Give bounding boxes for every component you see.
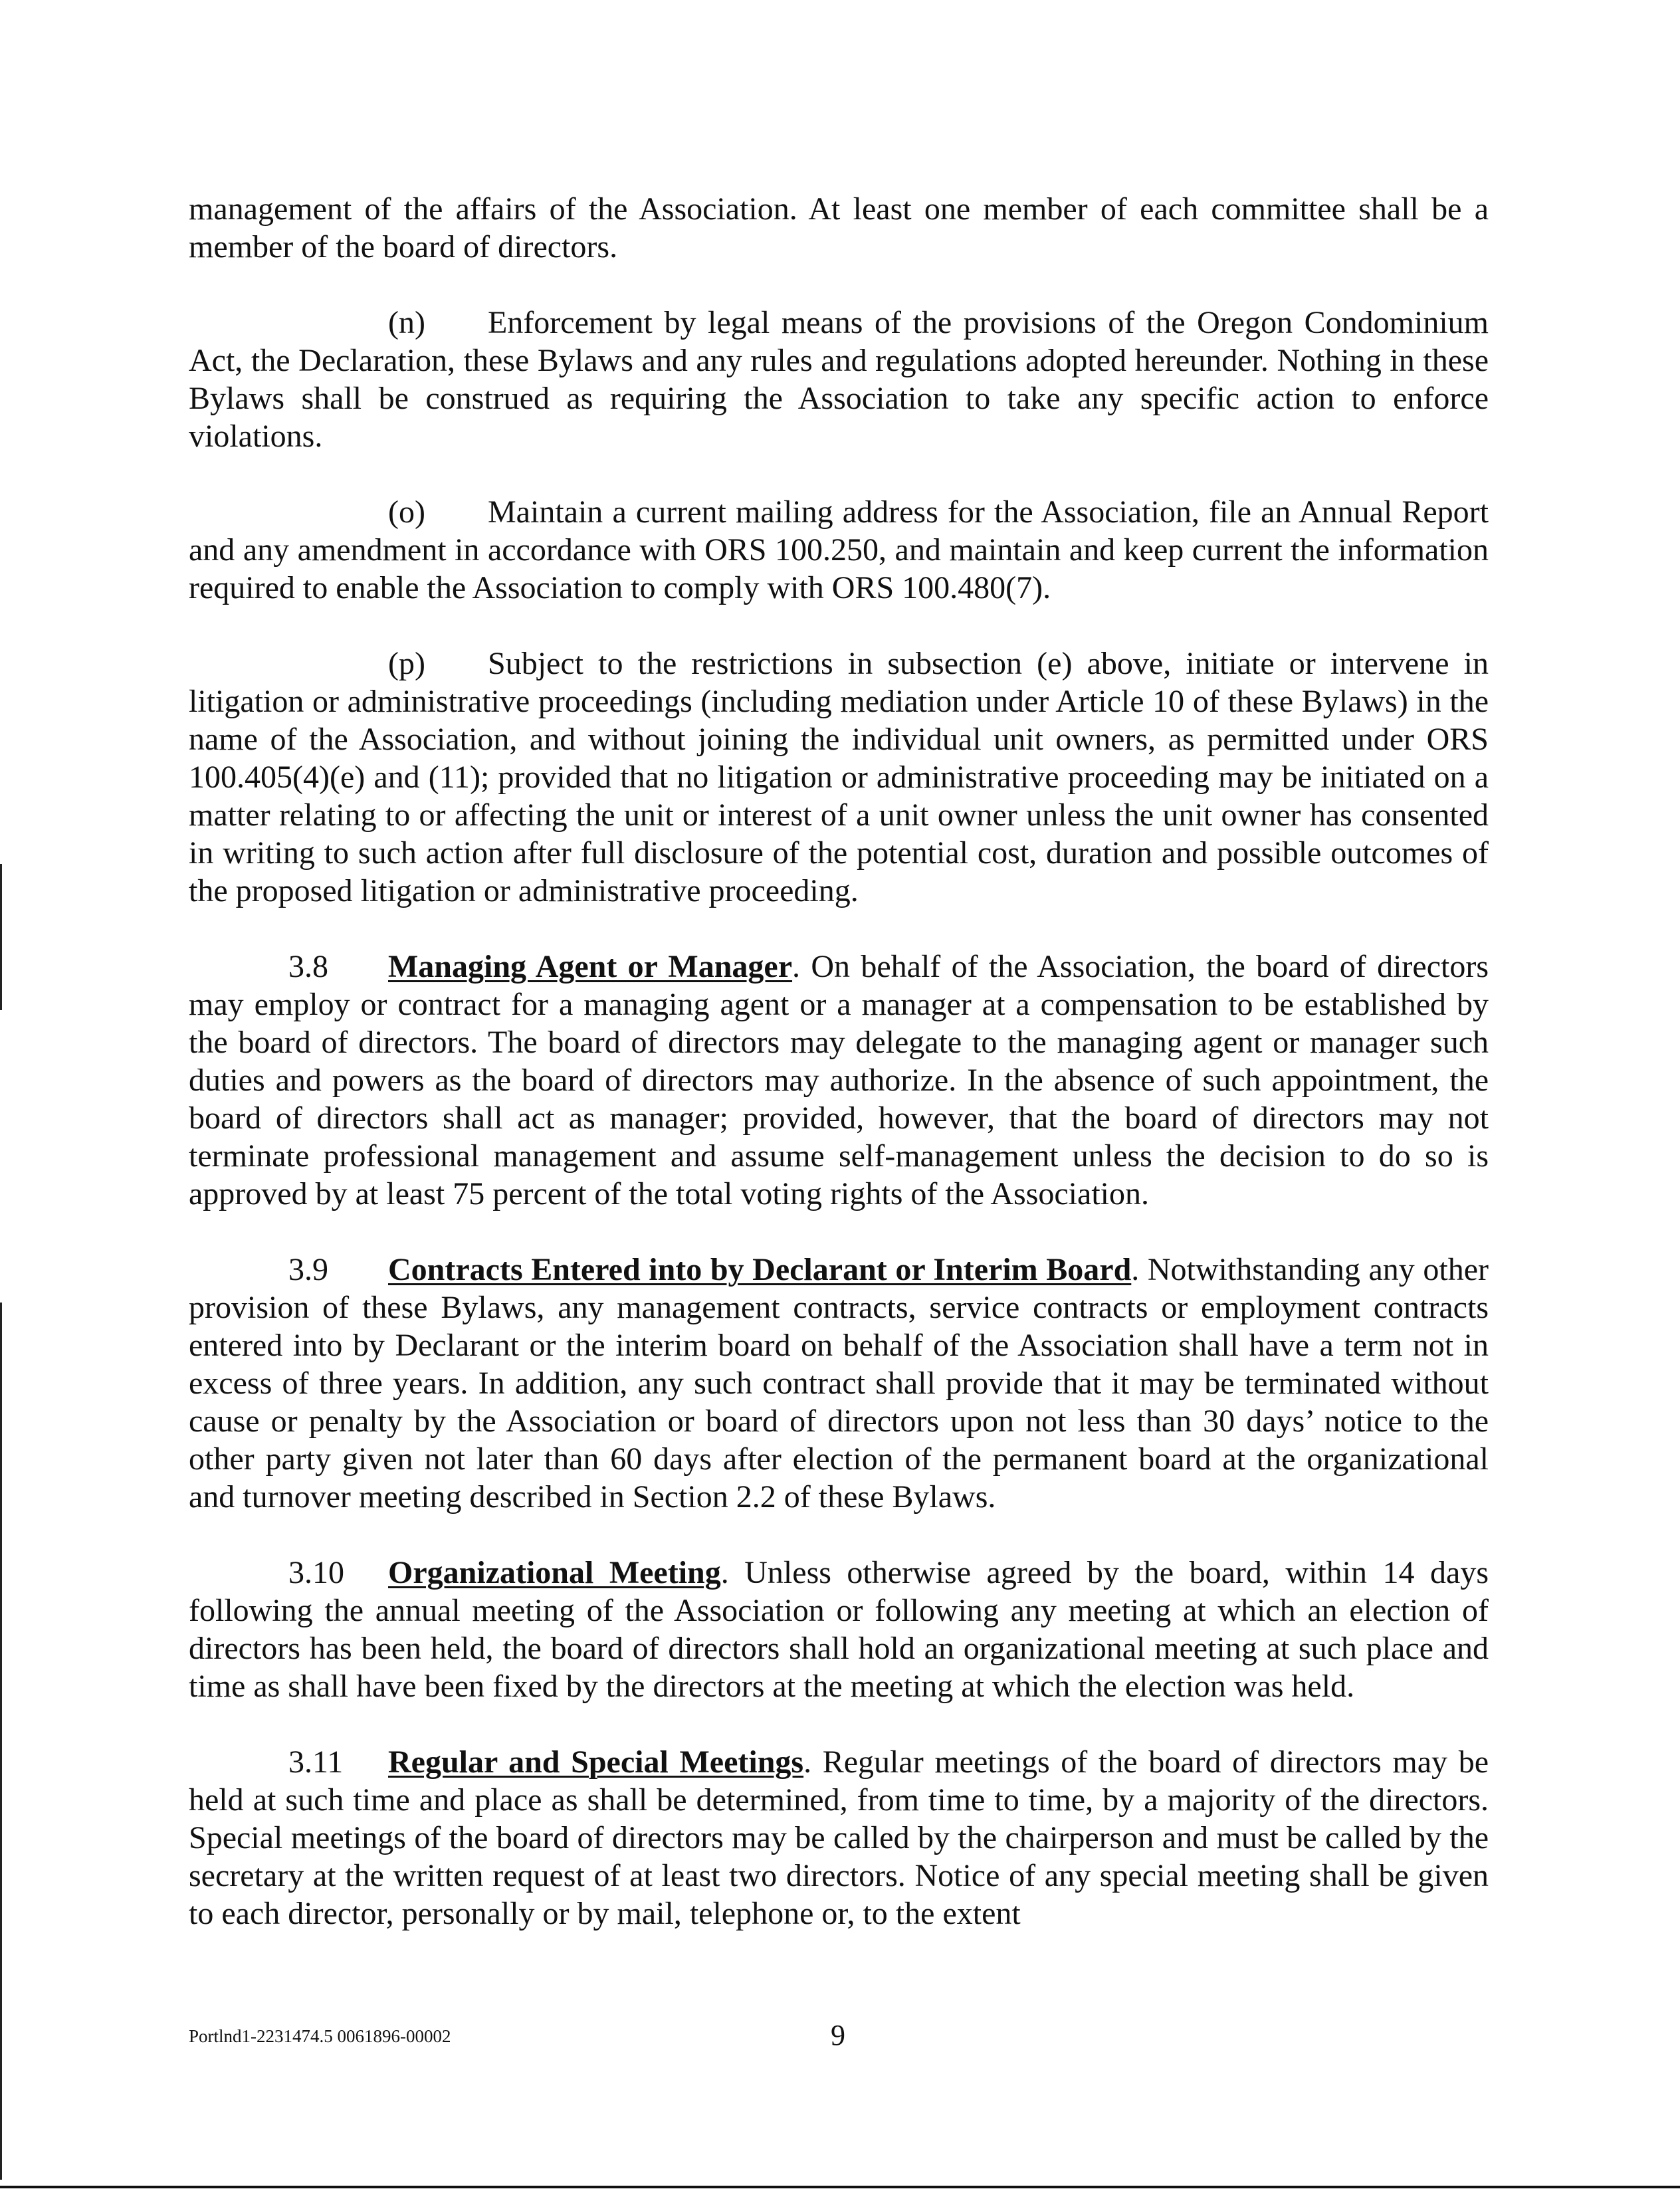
section-3-10: 3.10 Organizational Meeting. Unless otherwise agreed by the board, within 14 days following the annual meeting of the Association or following any meeting at which an election of directors has been held, the board of directors shall hold an organizational meeting at such place and time as shall have been fixed by the directors at the meeting at which the election was held.	[189, 1555, 1489, 1704]
subsection-o	[189, 493, 1489, 607]
subsection-p	[189, 645, 1489, 910]
section-number: 3.11	[288, 1744, 344, 1780]
subsection-label: (o)	[388, 494, 425, 530]
subsection-n	[189, 304, 1489, 455]
section-heading: Organizational Meeting	[388, 1555, 721, 1590]
footer-document-id: Portlnd1-2231474.5 0061896-00002	[189, 2026, 451, 2046]
scan-bottom-edge	[0, 2186, 1680, 2188]
section-heading: Contracts Entered into by Declarant or Interim Board	[388, 1252, 1132, 1287]
section-text: Regular meetings of the board of directors may be held at such time and place as shall be determined, from time to time, by a majority of the directors. Special meetings of the board of directors may be called by the chairperson and must be called by the secretary at the written request of at least two directors. Notice of any special meeting shall be given to each director, personally or by mail, telephone or, to the extent	[189, 1744, 1489, 1931]
section-3-11: 3.11 Regular and Special Meetings. Regular meetings of the board of directors may be held at such time and place as shall be determined, from time to time, by a majority of the directors. Special meetings of the board of directors may be called by the chairperson and must be called by the secretary at the written request of at least two directors. Notice of any special meeting shall be given to each director, personally or by mail, telephone or, to the extent	[189, 1744, 1489, 1931]
section-heading: Regular and Special Meetings	[388, 1744, 804, 1780]
intro-paragraph: management of the affairs of the Association. At least one member of each committee shall be a member of the board of directors.	[189, 191, 1489, 264]
subsection-text: Enforcement by legal means of the provisions of the Oregon Condominium Act, the Declaration, these Bylaws and any rules and regulations adopted hereunder. Nothing in these Bylaws shall be construed as requiring the Association to take any specific action to enforce violations.	[189, 305, 1489, 454]
section-number: 3.10	[288, 1555, 344, 1590]
subsection-text: Subject to the restrictions in subsection (e) above, initiate or intervene in litigation or administrative proceedings (including mediation under Article 10 of these Bylaws) in the name of the Association, and without joining the individual unit owners, as permitted under ORS 100.405(4)(e) and (11); provided that no litigation or administrative proceeding may be initiated on a matter relating to or affecting the unit or interest of a unit owner unless the unit owner has consented in writing to such action after full disclosure of the potential cost, duration and possible outcomes of the proposed litigation or administrative proceeding.	[189, 646, 1489, 908]
section-number: 3.8	[288, 949, 328, 984]
section-3-8: 3.8 Managing Agent or Manager. On behalf of the Association, the board of directors may employ or contract for a managing agent or a manager at a compensation to be established by the board of directors. The board of directors may delegate to the managing agent or manager such duties and powers as the board of directors may authorize. In the absence of such appointment, the board of directors shall act as manager; provided, however, that the board of directors may not terminate professional management and assume self-management unless the decision to do so is approved by at least 75 percent of the total voting rights of the Association.	[189, 949, 1489, 1211]
section-text: Notwithstanding any other provision of these Bylaws, any management contracts, service contracts or employment contracts entered into by Declarant or the interim board on behalf of the Association shall have a term not in excess of three years. In addition, any such contract shall provide that it may be terminated without cause or penalty by the Association or board of directors upon not less than 30 days’ notice to the other party given not later than 60 days after election of the permanent board at the organizational and turnover meeting described in Section 2.2 of these Bylaws.	[189, 1252, 1489, 1514]
section-text: Unless otherwise agreed by the board, within 14 days following the annual meeting of the Association or following any meeting at which an election of directors has been held, the board of directors shall hold an organizational meeting at such place and time as shall have been fixed by the directors at the meeting at which the election was held.	[189, 1555, 1489, 1704]
subsection-label: (p)	[388, 646, 425, 681]
document-body	[189, 190, 1489, 1932]
scan-edge-mark	[0, 1303, 2, 2180]
section-number: 3.9	[288, 1252, 328, 1287]
subsection-text: Maintain a current mailing address for the Association, file an Annual Report and any amendment in accordance with ORS 100.250, and maintain and keep current the information required to enable the Association to comply with ORS 100.480(7).	[189, 494, 1489, 605]
section-text: On behalf of the Association, the board of directors may employ or contract for a managing agent or a manager at a compensation to be established by the board of directors. The board of directors may delegate to the managing agent or manager such duties and powers as the board of directors may authorize. In the absence of such appointment, the board of directors shall act as manager; provided, however, that the board of directors may not terminate professional management and assume self-management unless the decision to do so is approved by at least 75 percent of the total voting rights of the Association.	[189, 949, 1489, 1211]
scan-edge-mark	[0, 864, 2, 1010]
subsection-label: (n)	[388, 305, 425, 340]
section-3-9: 3.9 Contracts Entered into by Declarant or Interim Board. Notwithstanding any other provision of these Bylaws, any management contracts, service contracts or employment contracts entered into by Declarant or the interim board on behalf of the Association shall have a term not in excess of three years. In addition, any such contract shall provide that it may be terminated without cause or penalty by the Association or board of directors upon not less than 30 days’ notice to the other party given not later than 60 days after election of the permanent board at the organizational and turnover meeting described in Section 2.2 of these Bylaws.	[189, 1252, 1489, 1514]
page-number: 9	[831, 2019, 845, 2051]
section-heading: Managing Agent or Manager	[388, 949, 793, 984]
